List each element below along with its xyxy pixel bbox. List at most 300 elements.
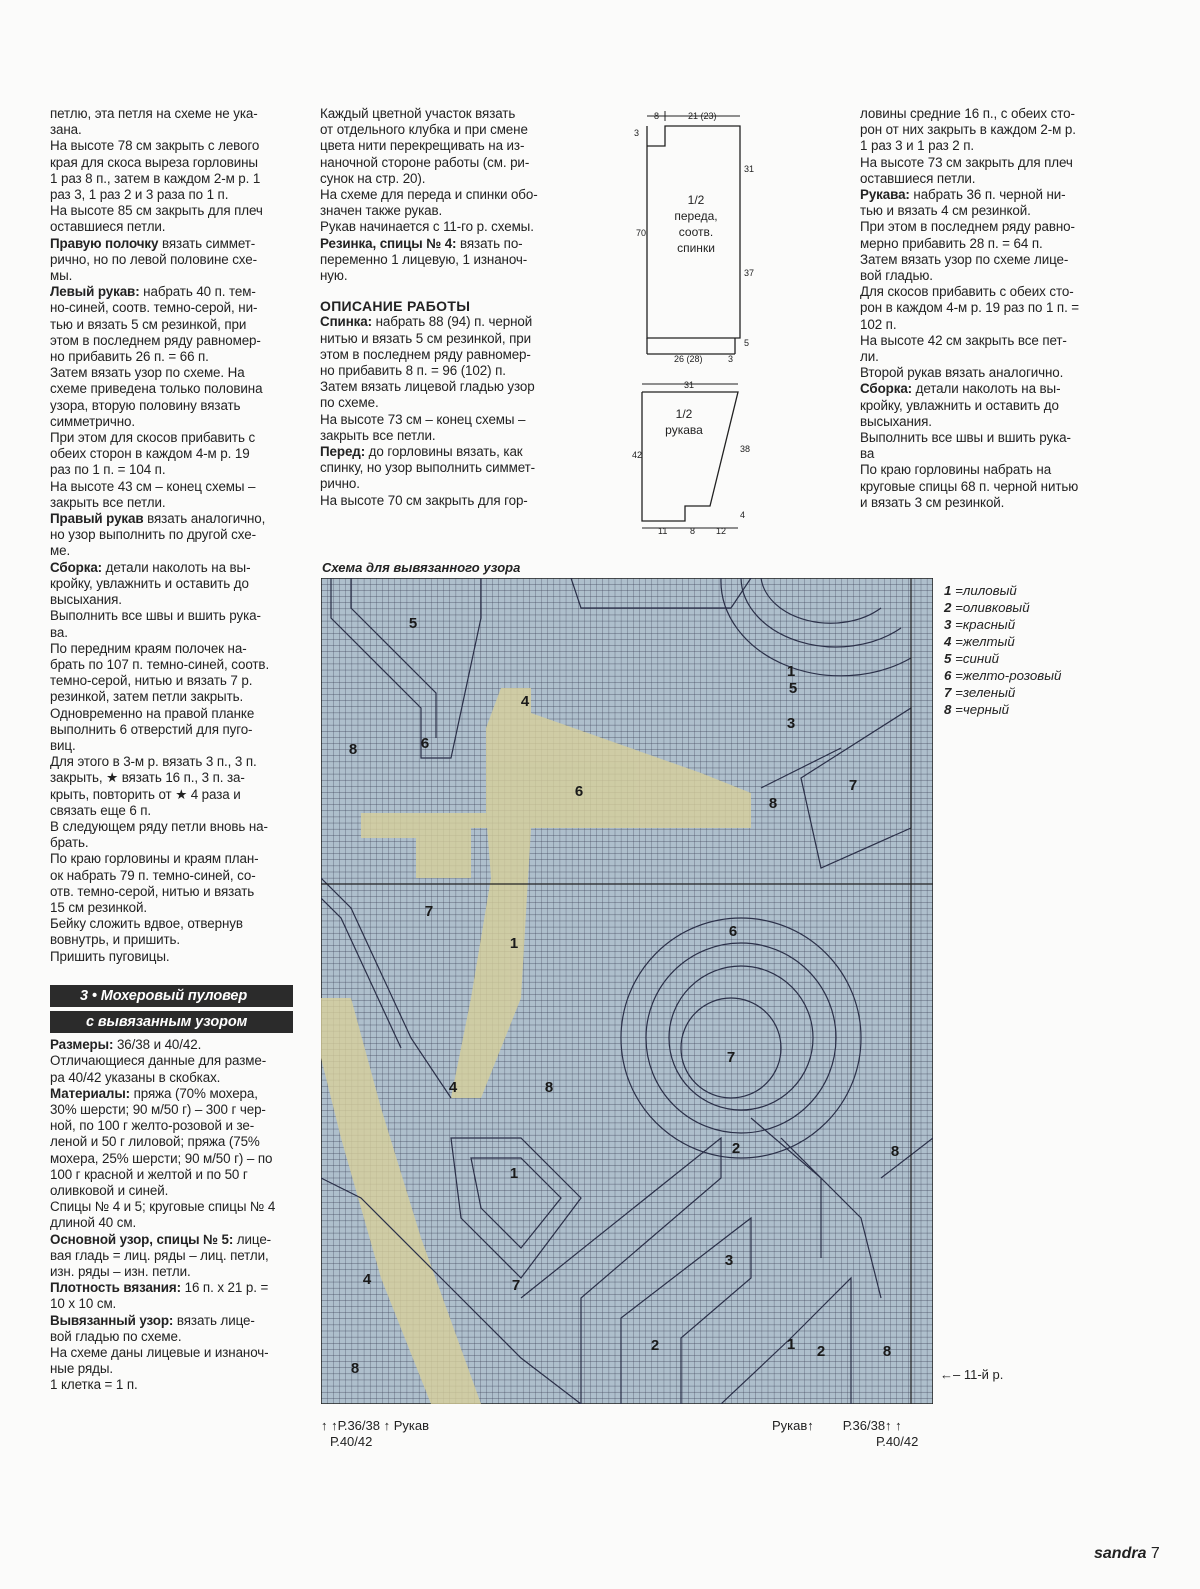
legend-color-name: зеленый [962, 685, 1016, 700]
line-text: нитью и вязать 5 см резинкой, при [320, 330, 531, 346]
line-text: раз 3, 1 раз 2 и 3 раза по 1 п. [50, 187, 229, 203]
dim-sleeve-right: 38 [740, 444, 751, 454]
brand-logo: sandra [1094, 1545, 1147, 1562]
line-text: по схеме. [320, 395, 379, 411]
text-line [860, 138, 1103, 154]
chart-color-number: 1 [786, 1336, 796, 1353]
text-line [50, 479, 293, 495]
dim-sleeve-b1: 11 [658, 526, 668, 536]
dim-lower: 37 [744, 268, 755, 278]
text-line [50, 398, 293, 414]
text-line [50, 932, 293, 948]
text-line [320, 379, 563, 395]
text-line [50, 300, 293, 316]
bold-lead: Материалы: [50, 1085, 131, 1101]
bold-lead: Сборка: [50, 559, 103, 575]
dim-bottom-small: 3 [728, 354, 734, 364]
line-text: но узор выполнить по другой схе- [50, 527, 256, 543]
label-r40-42-right: Р.40/42 [876, 1434, 919, 1449]
body-label-4: спинки [677, 241, 715, 255]
text-line [50, 608, 293, 624]
text-line [860, 317, 1103, 333]
column-2 [320, 106, 563, 509]
line-text: ва [860, 446, 875, 462]
text-line [50, 787, 293, 803]
line-text: ной, по 100 г желто-розовой и зе- [50, 1118, 255, 1134]
text-line [50, 738, 293, 754]
chart-color-number: 2 [816, 1343, 826, 1360]
line-text: Рукав начинается с 11-го р. схемы. [320, 219, 534, 235]
text-line [50, 446, 293, 462]
text-line [860, 268, 1103, 284]
dim-sleeve-b3: 12 [716, 526, 727, 536]
text-line [860, 236, 1103, 252]
line-text: оливковой и синей. [50, 1183, 169, 1198]
legend-item: 6 =желто-розовый [944, 668, 1062, 683]
line-text: спинку, но узор выполнить симмет- [320, 460, 536, 476]
legend-color-name: оливковый [962, 600, 1030, 615]
text-line [320, 106, 563, 122]
chart-color-number: 3 [724, 1252, 734, 1269]
text-line [860, 446, 1103, 462]
line-text: 100 г красной и желтой и по 50 г [50, 1166, 248, 1182]
text-line [50, 1232, 293, 1248]
line-text: но прибавить 26 п. = 66 п. [50, 349, 209, 365]
line-text: цвета нити перекрещивать на из- [320, 138, 525, 154]
line-text: 1 раз 3 и 1 раз 2 п. [860, 138, 975, 154]
line-text: На высоте 73 см закрыть для плеч [860, 154, 1073, 170]
line-text: мы. [50, 268, 73, 284]
line-text: В следующем ряду петли вновь на- [50, 818, 268, 834]
line-text: вязать аналогично, [143, 511, 266, 527]
line-text: 15 см резинкой. [50, 899, 148, 915]
chart-color-number: 6 [728, 923, 738, 940]
line-text: Выполнить все швы и вшить рука- [50, 608, 261, 624]
line-text: от отдельного клубка и при смене [320, 122, 528, 138]
text-line [50, 851, 293, 867]
line-text: наночной стороне работы (см. ри- [320, 154, 530, 170]
line-text: этом в последнем ряду равномер- [50, 332, 261, 348]
chart-color-number: 5 [788, 680, 798, 697]
line-text: ва. [50, 624, 68, 640]
line-text: Спицы № 4 и 5; круговые спицы № 4 [50, 1199, 276, 1215]
dim-top-edge: 3 [634, 128, 640, 138]
sleeve-label-2: рукава [665, 423, 703, 437]
text-line [50, 252, 293, 268]
label-r36-38-left: Р.36/38 [337, 1418, 380, 1433]
line-text: но прибавить 8 п. = 96 (102) п. [320, 363, 506, 379]
section-title-band-1 [50, 985, 293, 1007]
text-line [50, 689, 293, 705]
legend-color-name: синий [962, 651, 1000, 666]
bold-lead: Перед: [320, 444, 366, 460]
text-line [50, 1183, 293, 1199]
legend-number: 1 [944, 583, 952, 598]
text-line [860, 171, 1103, 187]
text-line [50, 1361, 293, 1377]
chart-color-number: 1 [509, 935, 519, 952]
line-text: При этом в последнем ряду равно- [860, 219, 1075, 235]
dim-upper: 31 [744, 164, 755, 174]
text-line [860, 219, 1103, 235]
text-line [50, 1377, 293, 1393]
text-line [320, 219, 563, 235]
line-text: Одновременно на правой планке [50, 705, 255, 721]
bold-lead: Сборка: [860, 381, 913, 397]
text-line [50, 527, 293, 543]
text-line [860, 414, 1103, 430]
text-line [320, 460, 563, 476]
text-line [50, 414, 293, 430]
line-text: узора, вторую половину вязать [50, 397, 241, 413]
line-text: зана. [50, 122, 82, 138]
legend-item: 1 =лиловый [944, 583, 1017, 598]
text-line [50, 1037, 293, 1053]
text-line [50, 1329, 293, 1345]
chart-color-number: 3 [786, 715, 796, 732]
text-line [50, 317, 293, 333]
line-text: Выполнить все швы и вшить рука- [860, 430, 1071, 446]
text-line [320, 444, 563, 460]
legend-item: 8 =черный [944, 702, 1010, 717]
text-line [50, 949, 293, 965]
label-r36-38-right: Р.36/38 [842, 1418, 886, 1433]
chart-color-number: 8 [544, 1079, 554, 1096]
text-line [860, 430, 1103, 446]
chart-color-number: 7 [511, 1277, 521, 1294]
legend-color-name: черный [962, 702, 1010, 717]
color-legend [944, 582, 1061, 718]
line-text: По краю горловины и краям план- [50, 851, 259, 867]
line-text: Пришить пуговицы. [50, 948, 170, 964]
text-line [50, 1070, 293, 1086]
bold-lead: Правый рукав [50, 511, 144, 527]
chart-color-number: 2 [650, 1337, 660, 1354]
line-text: вязать симмет- [158, 235, 256, 251]
legend-number: 6 [944, 668, 952, 683]
chart-color-number: 4 [448, 1079, 458, 1096]
line-text: круговые спицы 68 п. черной нитью [860, 478, 1079, 494]
body-label-1: 1/2 [687, 193, 705, 207]
line-text: 1 раз 8 п., затем в каждом 2-м р. 1 [50, 170, 261, 186]
text-line [50, 268, 293, 284]
text-line [50, 333, 293, 349]
line-text: этом в последнем ряду равномер- [320, 346, 531, 362]
legend-number: 5 [944, 651, 952, 666]
legend-color-name: лиловый [962, 583, 1017, 598]
line-text: петлю, эта петля на схеме не ука- [50, 106, 258, 121]
text-line [50, 511, 293, 527]
legend-number: 4 [944, 634, 952, 649]
dim-sleeve-small: 4 [740, 510, 746, 520]
line-text: рично. [320, 476, 360, 492]
line-text: связать еще 6 п. [50, 802, 152, 818]
dim-top-right: 21 (23) [688, 111, 717, 121]
text-line [50, 284, 293, 300]
line-text: виц. [50, 737, 76, 753]
text-line [50, 900, 293, 916]
text-line [320, 122, 563, 138]
line-text: Второй рукав вязать аналогично. [860, 365, 1064, 381]
legend-color-name: желтый [962, 634, 1015, 649]
text-line [50, 122, 293, 138]
text-line [50, 236, 293, 252]
line-text: вой гладью по схеме. [50, 1328, 182, 1344]
body-label-3: соотв. [678, 225, 714, 239]
text-line [50, 1296, 293, 1312]
line-text: схеме приведена только половина [50, 381, 263, 397]
text-line [50, 803, 293, 819]
line-text: длиной 40 см. [50, 1215, 137, 1231]
line-text: брать. [50, 835, 89, 851]
line-text: Затем вязать лицевой гладью узор [320, 379, 535, 395]
text-line [320, 395, 563, 411]
line-text: На высоте 85 см закрыть для плеч [50, 203, 263, 219]
bold-lead: Вывязанный узор: [50, 1312, 174, 1328]
line-text: но-синей, соотв. темно-серой, ни- [50, 300, 258, 316]
scheme-title: Схема для вывязанного узора [322, 560, 521, 575]
chart-color-number: 8 [350, 1360, 360, 1377]
line-text: Затем вязать узор по схеме. На [50, 365, 245, 381]
dim-sleeve-top: 31 [684, 380, 695, 390]
text-line [320, 476, 563, 492]
text-line [50, 106, 293, 122]
section-title-band-2 [50, 1011, 293, 1033]
text-line [50, 203, 293, 219]
line-text: и вязать 3 см резинкой. [860, 494, 1005, 510]
text-line [50, 884, 293, 900]
body-label-2: переда, [674, 209, 718, 223]
text-line [320, 347, 563, 363]
work-description-heading: ОПИСАНИЕ РАБОТЫ [320, 298, 471, 315]
line-text: кройку, увлажнить и оставить до [860, 397, 1059, 413]
text-line [860, 365, 1103, 381]
text-line [50, 365, 293, 381]
line-text: На высоте 43 см – конец схемы – [50, 478, 256, 494]
line-text: 10 х 10 см. [50, 1296, 117, 1312]
line-text: вязать лице- [173, 1312, 255, 1328]
text-line [860, 122, 1103, 138]
line-text: резинкой, затем петли закрыть. [50, 689, 244, 705]
text-line [50, 1134, 293, 1150]
text-line [50, 171, 293, 187]
line-text: Для скосов прибавить с обеих сто- [860, 284, 1074, 300]
text-line [320, 171, 563, 187]
text-line [50, 495, 293, 511]
text-line [320, 252, 563, 268]
bold-lead: Рукава: [860, 187, 910, 203]
text-line [320, 203, 563, 219]
line-text: На высоте 78 см закрыть с левого [50, 138, 260, 154]
text-line [50, 592, 293, 608]
chart-color-number: 4 [520, 693, 530, 710]
line-text: раз по 1 п. = 104 п. [50, 462, 166, 478]
bold-lead: Размеры: [50, 1037, 114, 1053]
chart-color-number: 6 [420, 735, 430, 752]
line-text: рон в каждом 4-м р. 19 раз по 1 п. = [860, 300, 1080, 316]
line-text: вязать по- [456, 235, 523, 251]
row-marker: ←– 11-й р. [940, 1367, 1004, 1382]
text-line [50, 641, 293, 657]
line-text: сунок на стр. 20). [320, 170, 426, 186]
text-line [50, 1118, 293, 1134]
line-text: закрыть все петли. [320, 427, 436, 443]
text-line [860, 349, 1103, 365]
line-text: переменно 1 лицевую, 1 изнаноч- [320, 251, 528, 267]
dim-height: 70 [636, 228, 647, 238]
text-line [50, 722, 293, 738]
text-line [860, 252, 1103, 268]
text-line [320, 138, 563, 154]
text-line [320, 493, 563, 509]
line-text: рон от них закрыть в каждом 2-м р. [860, 122, 1076, 138]
line-text: По краю горловины набрать на [860, 462, 1052, 478]
text-line [50, 1167, 293, 1183]
text-line [50, 462, 293, 478]
text-line [50, 1151, 293, 1167]
line-text: края для скоса выреза горловины [50, 154, 258, 170]
text-line [50, 1345, 293, 1361]
line-text: ра 40/42 указаны в скобках. [50, 1069, 221, 1085]
chart-color-number: 8 [348, 741, 358, 758]
line-text: набрать 36 п. черной ни- [909, 187, 1066, 203]
section-title-1: 3 • Мохеровый пуловер [80, 987, 248, 1004]
dim-sleeve-b2: 8 [690, 526, 696, 536]
line-text: рично, но по левой половине схе- [50, 251, 257, 267]
text-line [50, 430, 293, 446]
text-line [860, 284, 1103, 300]
text-line [320, 236, 563, 252]
line-text: Для этого в 3-м р. вязать 3 п., 3 п. [50, 754, 257, 770]
line-text: отв. темно-серой, нитью и вязать [50, 883, 255, 899]
legend-item: 5 =синий [944, 651, 1000, 666]
text-line [50, 560, 293, 576]
line-text: 30% шерсти; 90 м/50 г) – 300 г чер- [50, 1101, 266, 1117]
text-line [50, 1102, 293, 1118]
line-text: ную. [320, 268, 348, 284]
chart-color-number: 7 [726, 1049, 736, 1066]
legend-color-name: желто-розовый [962, 668, 1062, 683]
text-line [50, 835, 293, 851]
row-marker-label: 11-й р. [963, 1367, 1004, 1382]
line-text: Бейку сложить вдвое, отвернув [50, 916, 243, 932]
text-line [320, 363, 563, 379]
line-text: вой гладью. [860, 268, 933, 284]
text-line [50, 1199, 293, 1215]
text-line [320, 187, 563, 203]
chart-color-number: 4 [362, 1271, 372, 1288]
text-line [860, 495, 1103, 511]
line-text: выполнить 6 отверстий для пуго- [50, 721, 253, 737]
legend-color-name: красный [962, 617, 1016, 632]
line-text: вовнутрь, и пришить. [50, 932, 181, 948]
text-line [50, 1280, 293, 1296]
dim-sleeve-left: 42 [632, 450, 643, 460]
text-line [50, 1086, 293, 1102]
line-text: На высоте 70 см закрыть для гор- [320, 492, 528, 508]
line-text: леной и 50 г лиловой; пряжа (75% [50, 1134, 260, 1150]
bold-lead: Резинка, спицы № 4: [320, 235, 457, 251]
text-line [50, 543, 293, 559]
line-text: ок набрать 79 п. темно-синей, со- [50, 867, 256, 883]
chart-color-number: 1 [509, 1165, 519, 1182]
text-line [50, 819, 293, 835]
line-text: ловины средние 16 п., с обеих сто- [860, 106, 1075, 121]
chart-color-number: 8 [882, 1343, 892, 1360]
line-text: ме. [50, 543, 71, 559]
text-line [860, 203, 1103, 219]
line-text: оставшиеся петли. [860, 170, 976, 186]
line-text: брать по 107 п. темно-синей, соотв. [50, 656, 270, 672]
label-sleeve-right: Рукав [772, 1418, 808, 1433]
text-line [320, 268, 563, 284]
line-text: На высоте 73 см – конец схемы – [320, 411, 526, 427]
text-line [320, 412, 563, 428]
text-line [860, 155, 1103, 171]
text-line [860, 333, 1103, 349]
text-line [860, 300, 1103, 316]
text-line [320, 428, 563, 444]
text-line [860, 106, 1103, 122]
legend-number: 7 [944, 685, 952, 700]
line-text: Отличающиеся данные для разме- [50, 1053, 267, 1069]
legend-item: 3 =красный [944, 617, 1016, 632]
line-text: ные ряды. [50, 1361, 113, 1377]
legend-item: 4 =желтый [944, 634, 1015, 649]
line-text: 16 п. х 21 р. = [181, 1280, 269, 1296]
bold-lead: Левый рукав: [50, 284, 140, 300]
text-line [50, 576, 293, 592]
text-line [50, 349, 293, 365]
legend-number: 2 [944, 600, 952, 615]
line-text: высыхания. [860, 413, 932, 429]
line-text: На схеме для переда и спинки обо- [320, 187, 538, 203]
legend-item: 7 =зеленый [944, 685, 1016, 700]
text-line [50, 673, 293, 689]
line-text: обеих сторон в каждом 4-м р. 19 [50, 446, 250, 462]
chart-color-number: 5 [408, 615, 418, 632]
text-line [50, 754, 293, 770]
line-text: закрыть все петли. [50, 494, 166, 510]
text-line [320, 155, 563, 171]
text-line [50, 1248, 293, 1264]
chart-color-number: 8 [768, 795, 778, 812]
text-line [50, 1053, 293, 1069]
line-text: пряжа (70% мохера, [130, 1085, 258, 1101]
text-line [320, 314, 563, 330]
text-line [50, 219, 293, 235]
line-text: тью и вязать 4 см резинкой. [860, 203, 1031, 219]
chart-color-number: 1 [786, 663, 796, 680]
text-line [50, 381, 293, 397]
line-text: набрать 88 (94) п. черной [372, 314, 533, 330]
line-text: Затем вязать узор по схеме лице- [860, 251, 1069, 267]
text-line [50, 657, 293, 673]
line-text: изн. ряды – изн. петли. [50, 1264, 191, 1280]
page-footer [1094, 1545, 1160, 1563]
text-line [50, 187, 293, 203]
text-line [860, 398, 1103, 414]
text-line [50, 1264, 293, 1280]
text-line [50, 1215, 293, 1231]
bold-lead: Основной узор, спицы № 5: [50, 1231, 234, 1247]
text-line [50, 625, 293, 641]
garment-sketch [620, 106, 760, 546]
line-text: лице- [233, 1231, 272, 1247]
text-line [50, 770, 293, 786]
label-right-top: Рукав↑ Р.36/38↑ ↑ [772, 1418, 902, 1433]
text-line [50, 155, 293, 171]
